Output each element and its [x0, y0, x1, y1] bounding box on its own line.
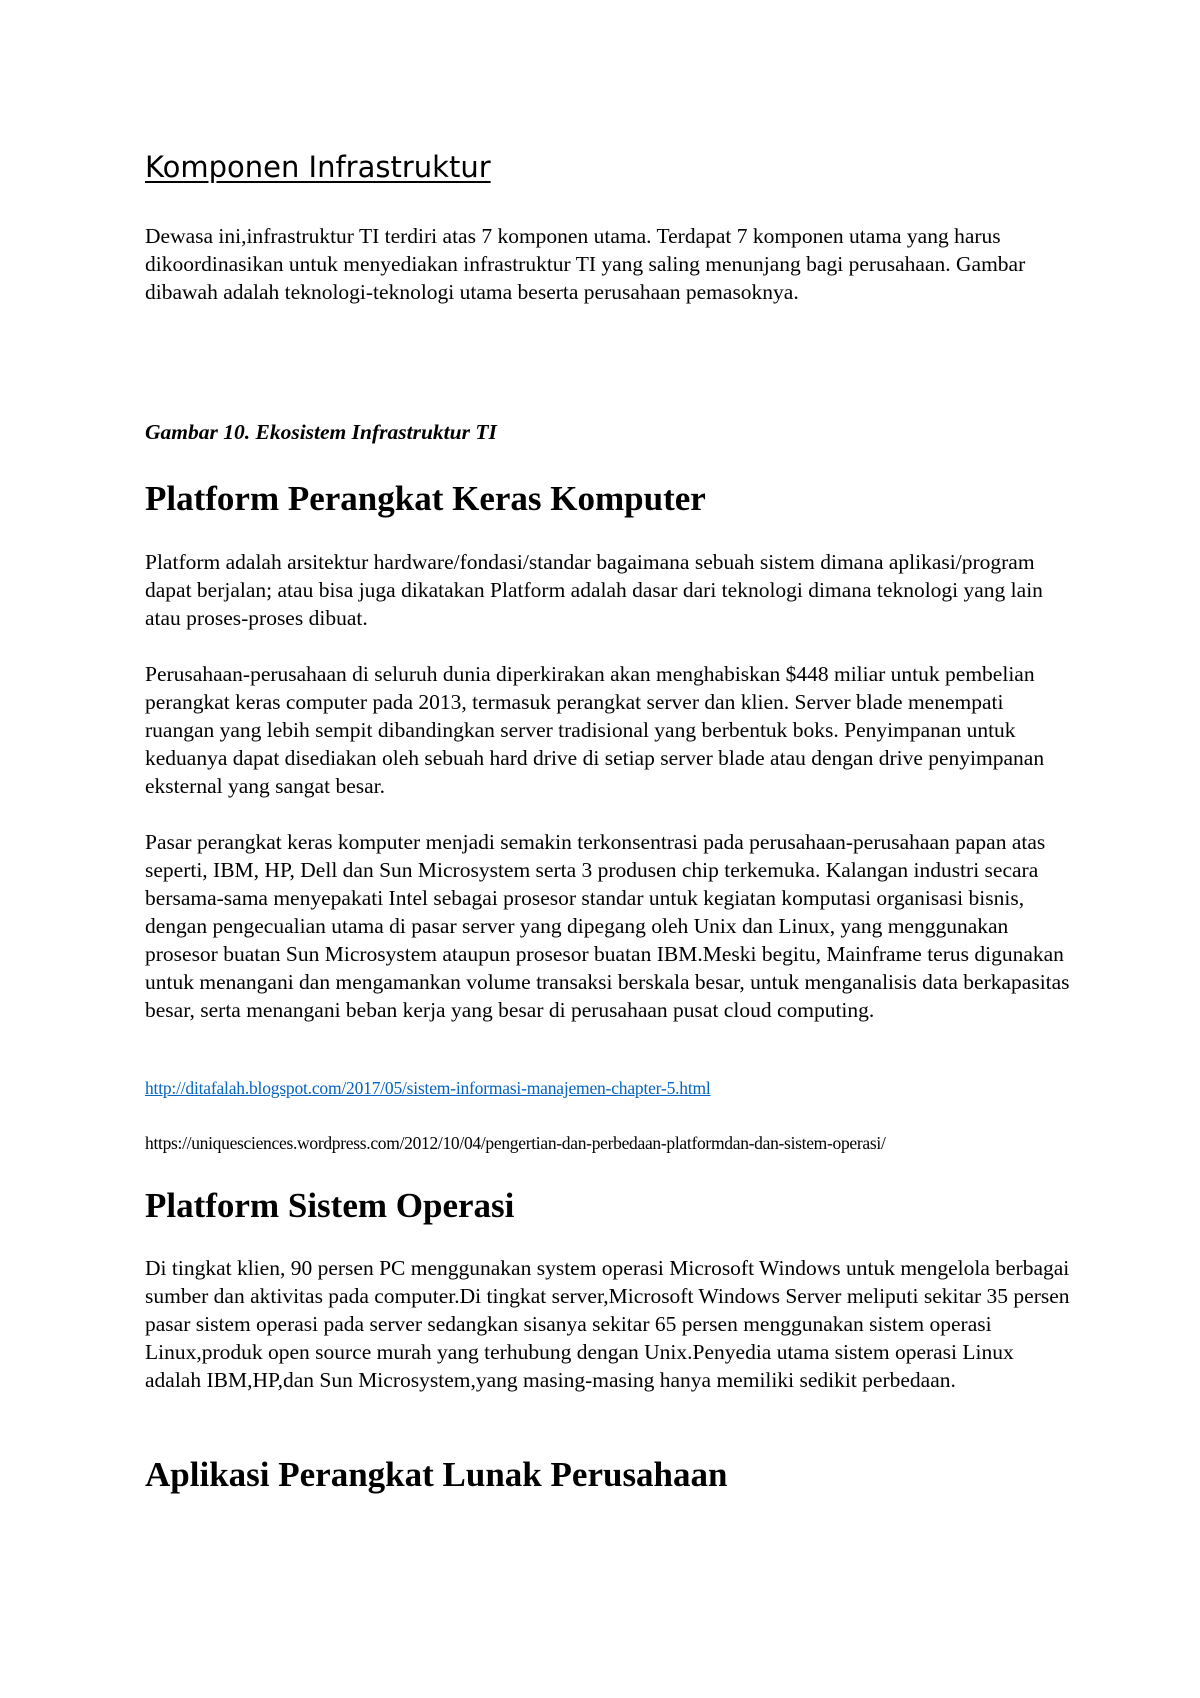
os-heading: Platform Sistem Operasi — [145, 1186, 515, 1225]
hardware-paragraph-platform: Platform adalah arsitektur hardware/fondasi/standar bagaimana sebuah sistem dimana aplikasi/program dapat berjalan; atau bisa juga dikatakan Platform adalah dasar dari teknologi dimana teknologi yang lain atau proses-proses dibuat. — [145, 550, 1043, 630]
software-heading: Aplikasi Perangkat Lunak Perusahaan — [145, 1455, 728, 1494]
source-url-uniquesciences: https://uniquesciences.wordpress.com/2012/10/04/pengertian-dan-perbedaan-platformdan-dan-sistem-operasi/ — [145, 1133, 886, 1153]
figure-caption: Gambar 10. Ekosistem Infrastruktur TI — [145, 420, 497, 444]
hardware-paragraph-spending: Perusahaan-perusahaan di seluruh dunia diperkirakan akan menghabiskan $448 miliar untuk pembelian perangkat keras computer pada 2013, termasuk perangkat server dan klien. Server blade menempati ruangan yang lebih sempit dibandingkan server tradisional yang berbentuk boks. Penyimpanan untuk keduanya dapat disediakan oleh sebuah hard drive di setiap server blade atau dengan drive penyimpanan eksternal yang sangat besar. — [145, 662, 1045, 798]
komponen-paragraph: Dewasa ini,infrastruktur TI terdiri atas 7 komponen utama. Terdapat 7 komponen utama yang harus dikoordinasikan untuk menyediakan infrastruktur TI yang saling menunjang bagi perusahaan. Gambar dibawah adalah teknologi-teknologi utama beserta perusahaan pemasoknya. — [145, 224, 1026, 304]
komponen-heading: Komponen Infrastruktur — [145, 150, 491, 184]
hardware-heading: Platform Perangkat Keras Komputer — [145, 479, 706, 518]
hardware-paragraph-market: Pasar perangkat keras komputer menjadi semakin terkonsentrasi pada perusahaan-perusahaan papan atas seperti, IBM, HP, Dell dan Sun Microsystem serta 3 produsen chip terkemuka. Kalangan industri secara bersama-sama menyepakati Intel sebagai prosesor standar untuk kegiatan komputasi organisasi bisnis, dengan pengecualian utama di pasar server yang dipegang oleh Unix dan Linux, yang menggunakan prosesor buatan Sun Microsystem ataupun prosesor buatan IBM.Meski begitu, Mainframe terus digunakan untuk menangani dan mengamankan volume transaksi berskala besar, untuk menganalisis data berkapasitas besar, serta menangani beban kerja yang besar di perusahaan pusat cloud computing. — [145, 830, 1070, 1022]
os-paragraph: Di tingkat klien, 90 persen PC menggunakan system operasi Microsoft Windows untuk mengelola berbagai sumber dan aktivitas pada computer.Di tingkat server,Microsoft Windows Server meliputi sekitar 35 persen pasar sistem operasi pada server sedangkan sisanya sekitar 65 persen menggunakan sistem operasi Linux,produk open source murah yang terhubung dengan Unix.Penyedia utama sistem operasi Linux adalah IBM,HP,dan Sun Microsystem,yang masing-masing hanya memiliki sedikit perbedaan. — [145, 1256, 1070, 1392]
source-link-ditafalah[interactable]: http://ditafalah.blogspot.com/2017/05/sistem-informasi-manajemen-chapter-5.html — [145, 1078, 711, 1098]
